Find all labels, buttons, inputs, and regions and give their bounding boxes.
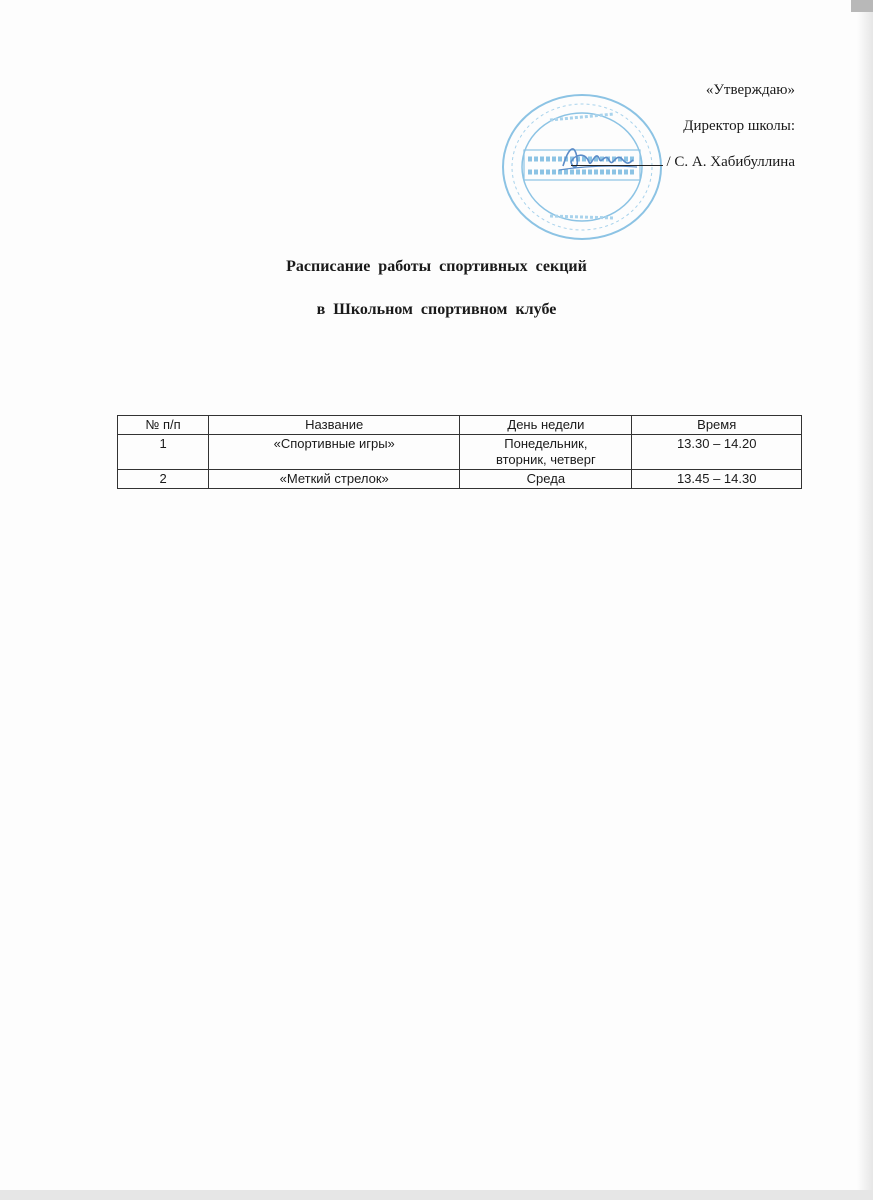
scan-corner <box>851 0 873 12</box>
table-row <box>118 435 802 470</box>
row-day <box>460 435 632 470</box>
approval-block <box>571 72 796 180</box>
row-day-line1: Понедельник, <box>504 436 588 451</box>
document-title: Расписание работы спортивных секций <box>286 258 587 275</box>
table-row <box>118 470 802 489</box>
schedule-table <box>117 415 802 489</box>
header-number: № п/п <box>118 416 209 435</box>
row-number: 1 <box>118 435 209 470</box>
row-name: «Меткий стрелок» <box>209 470 460 489</box>
row-number: 2 <box>118 470 209 489</box>
header-name: Название <box>209 416 460 435</box>
scan-bottom-edge <box>0 1190 873 1200</box>
document-subtitle: в Школьном спортивном клубе <box>316 301 557 318</box>
header-time: Время <box>632 416 802 435</box>
approval-heading: «Утверждаю» <box>705 82 795 98</box>
row-time: 13.30 – 14.20 <box>632 435 802 470</box>
table-header-row <box>118 416 802 435</box>
header-day: День недели <box>460 416 632 435</box>
director-name: / С. А. Хабибуллина <box>666 154 795 170</box>
row-day: Среда <box>460 470 632 489</box>
row-name: «Спортивные игры» <box>209 435 460 470</box>
director-position: Директор школы: <box>683 118 795 134</box>
director-sign-line <box>571 144 796 180</box>
scan-edge-shadow <box>857 0 873 1200</box>
row-time: 13.45 – 14.30 <box>632 470 802 489</box>
row-day-line2: вторник, четверг <box>496 452 596 467</box>
signature-underline <box>571 151 663 166</box>
